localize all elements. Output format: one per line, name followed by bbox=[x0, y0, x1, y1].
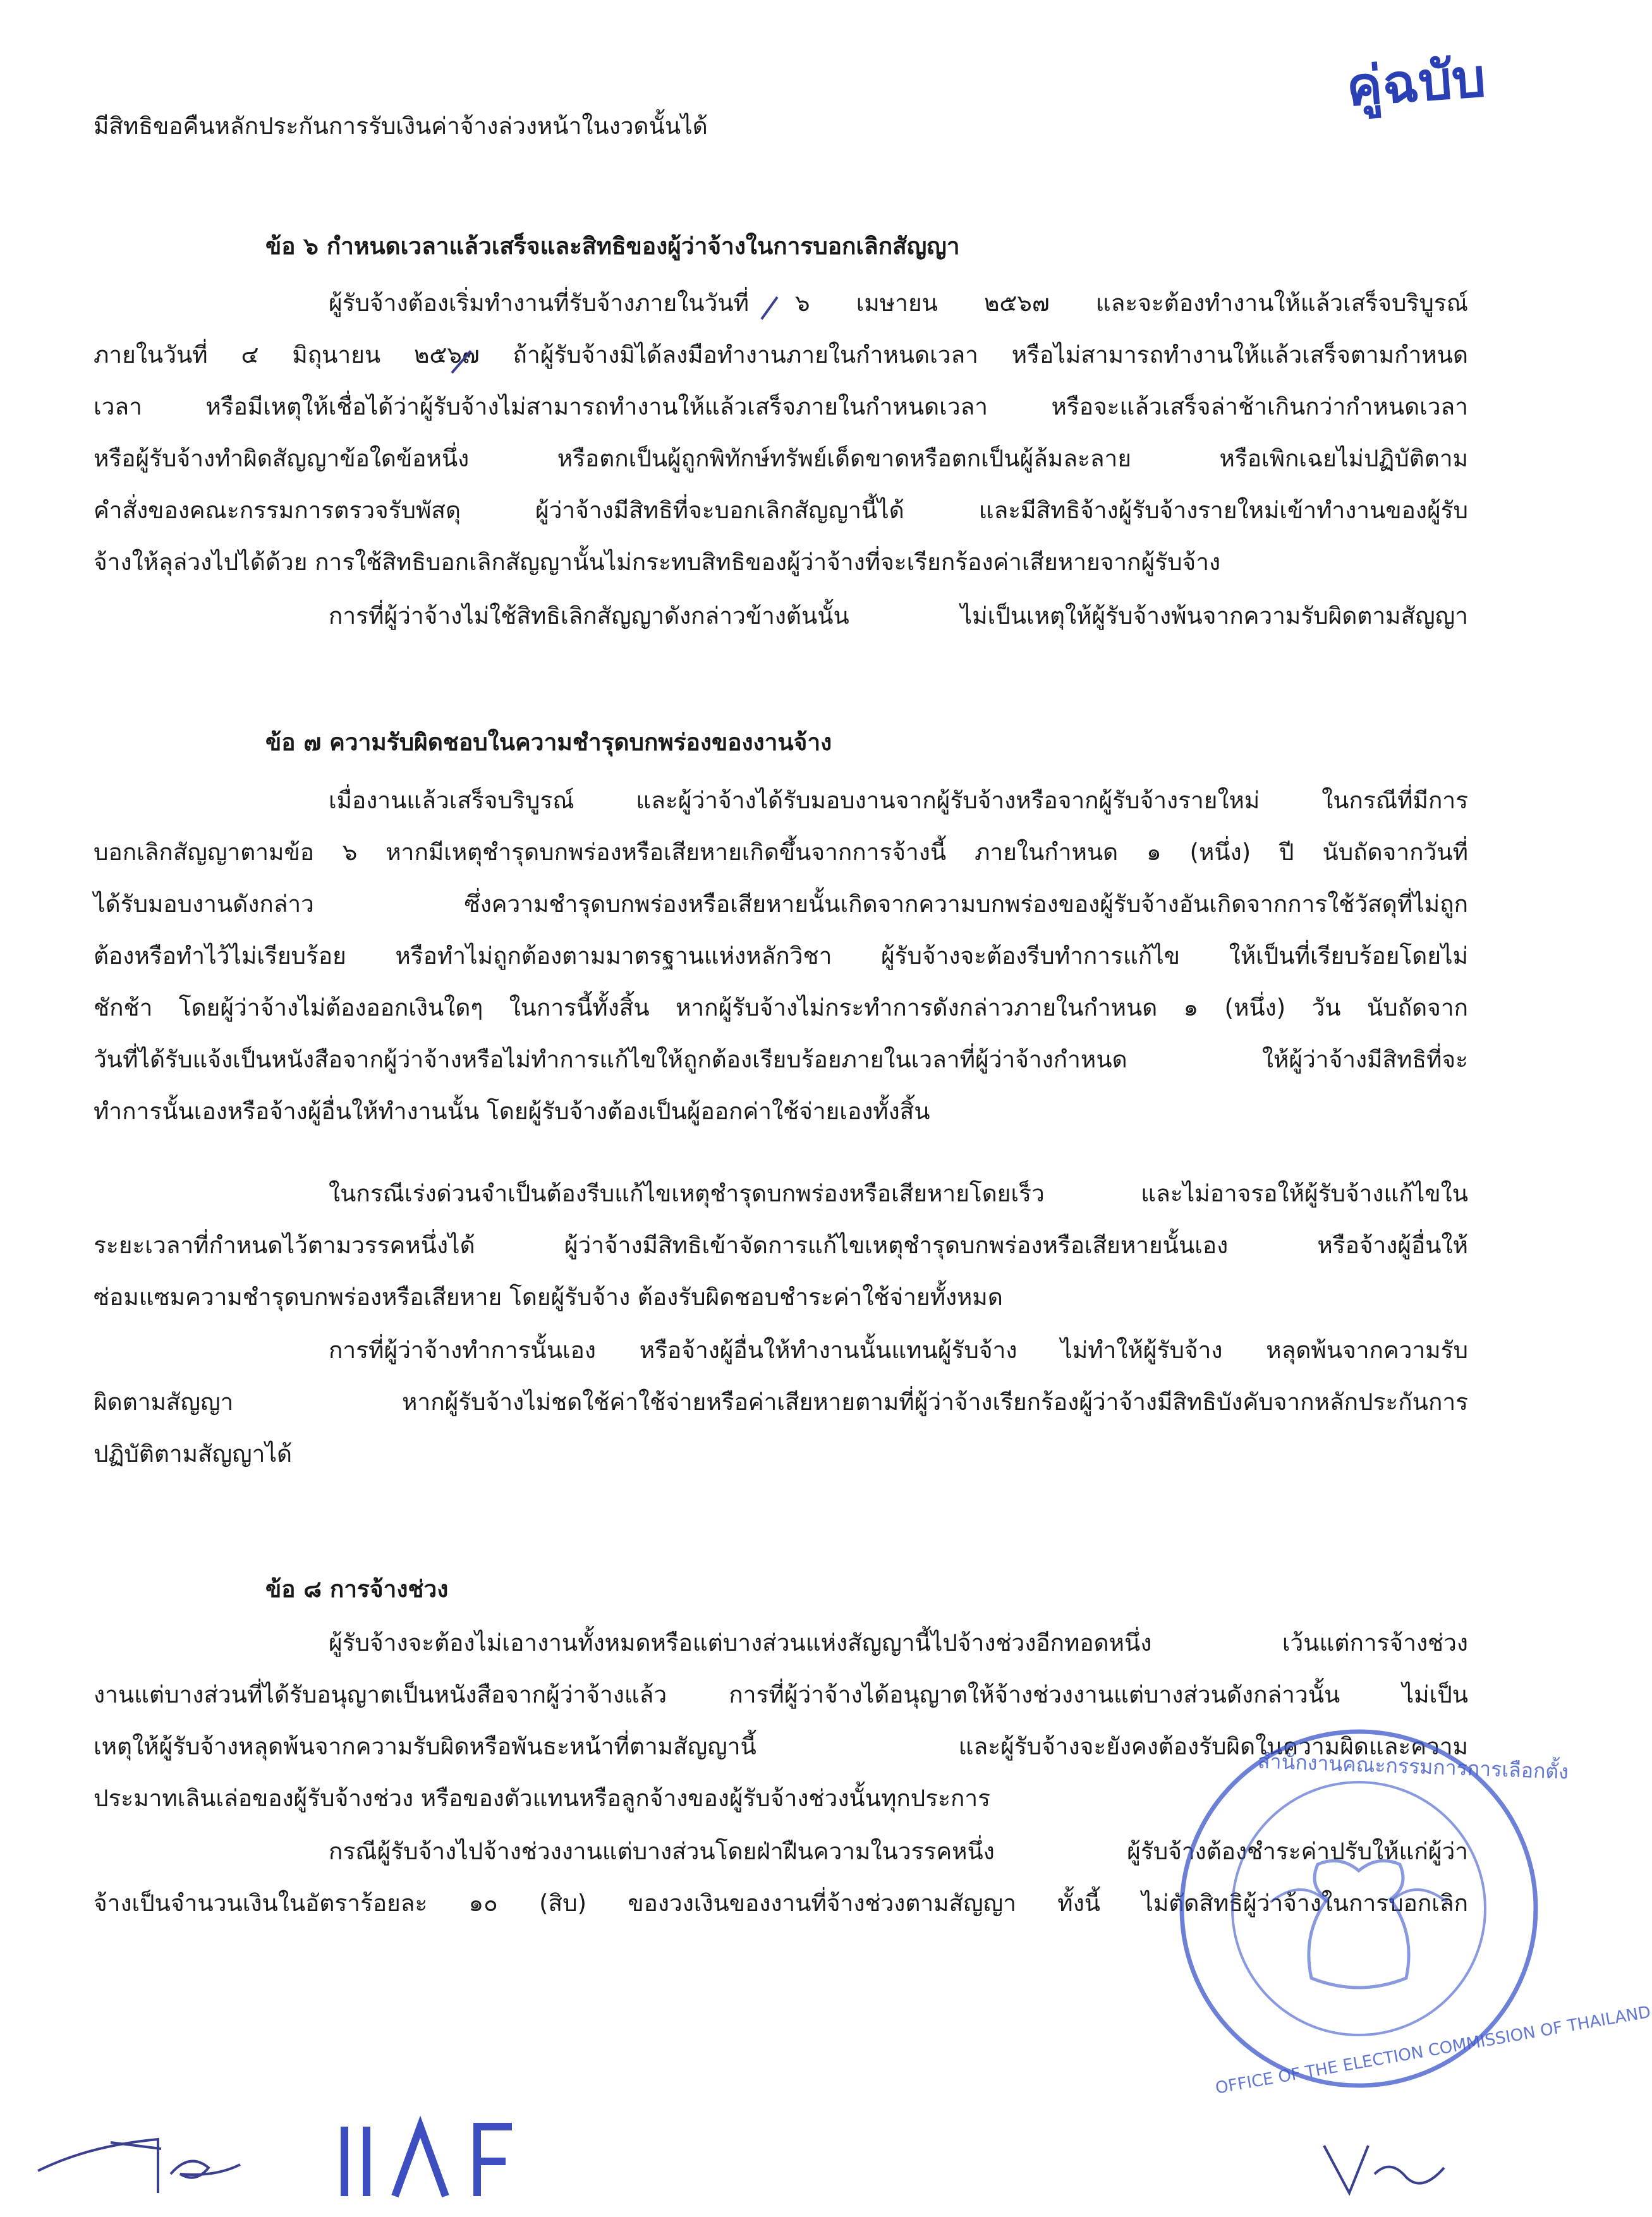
seal-english-text: OFFICE OF THE ELECTION COMMISSION OF THAILAND bbox=[1213, 2002, 1652, 2098]
section-7-line: ซ่อมแซมความชำรุดบกพร่องหรือเสียหาย โดยผู้รับจ้าง ต้องรับผิดชอบชำระค่าใช้จ่ายทั้งหมด bbox=[94, 1284, 1003, 1311]
section-8-line: เหตุให้ผู้รับจ้างหลุดพ้นจากความรับผิดหรือพันธะหน้าที่ตามสัญญานี้ และผู้รับจ้างจะยังคงต้องรับผิดในความผิดและความ bbox=[94, 1733, 1468, 1760]
section-6-heading: ข้อ ๖ กำหนดเวลาแล้วเสร็จและสิทธิของผู้ว่าจ้างในการบอกเลิกสัญญา bbox=[265, 233, 960, 260]
section-7-line: ได้รับมอบงานดังกล่าว ซึ่งความชำรุดบกพร่องหรือเสียหายนั้นเกิดจากความบกพร่องของผู้รับจ้างอันเกิดจากการใช้วัสดุที่ไม่ถูก bbox=[94, 890, 1468, 918]
correction-mark bbox=[762, 297, 777, 319]
section-7-line: ระยะเวลาที่กำหนดไว้ตามวรรคหนึ่งได้ ผู้ว่าจ้างมีสิทธิเข้าจัดการแก้ไขเหตุชำรุดบกพร่องหรือเสียหายนั้นเอง หรือจ้างผู้อื่นให้ bbox=[94, 1232, 1468, 1259]
copy-stamp: คู่ฉบับ bbox=[1344, 46, 1488, 118]
section-8-heading: ข้อ ๘ การจ้างช่วง bbox=[265, 1576, 449, 1603]
signature-seal bbox=[1324, 2146, 1444, 2193]
section-8-line: จ้างเป็นจำนวนเงินในอัตราร้อยละ ๑๐ (สิบ) ของวงเงินของงานที่จ้างช่วงตามสัญญา ทั้งนี้ ไม่ตัดสิทธิผู้ว่าจ้างในการบอกเลิก bbox=[94, 1890, 1468, 1917]
section-7-line: เมื่องานแล้วเสร็จบริบูรณ์ และผู้ว่าจ้างได้รับมอบงานจากผู้รับจ้างหรือจากผู้รับจ้างรายใหม่ ในกรณีที่มีการ bbox=[329, 787, 1468, 814]
section-6-line: จ้างให้ลุล่วงไปได้ด้วย การใช้สิทธิบอกเลิกสัญญานั้นไม่กระทบสิทธิของผู้ว่าจ้างที่จะเรียกร้องค่าเสียหายจากผู้รับจ้าง bbox=[94, 549, 1221, 576]
section-8-line: งานแต่บางส่วนที่ได้รับอนุญาตเป็นหนังสือจากผู้ว่าจ้างแล้ว การที่ผู้ว่าจ้างได้อนุญาตให้จ้างช่วงงานแต่บางส่วนดังกล่าวนั้น ไม่เป็น bbox=[94, 1681, 1468, 1708]
section-8-line: กรณีผู้รับจ้างไปจ้างช่วงงานแต่บางส่วนโดยฝ่าฝืนความในวรรคหนึ่ง ผู้รับจ้างต้องชำระค่าปรับให้แก่ผู้ว่า bbox=[329, 1838, 1468, 1865]
section-7-line: ในกรณีเร่งด่วนจำเป็นต้องรีบแก้ไขเหตุชำรุดบกพร่องหรือเสียหายโดยเร็ว และไม่อาจรอให้ผู้รับจ้างแก้ไขใน bbox=[329, 1180, 1468, 1207]
section-7-line: ชักช้า โดยผู้ว่าจ้างไม่ต้องออกเงินใดๆ ในการนี้ทั้งสิ้น หากผู้รับจ้างไม่กระทำการดังกล่าวภายในกำหนด ๑ (หนึ่ง) วัน นับถัดจาก bbox=[94, 994, 1468, 1021]
section-7-line: ต้องหรือทำไว้ไม่เรียบร้อย หรือทำไม่ถูกต้องตามมาตรฐานแห่งหลักวิชา ผู้รับจ้างจะต้องรีบทำการแก้ไข ให้เป็นที่เรียบร้อยโดยไม่ bbox=[94, 942, 1468, 969]
section-7-line: บอกเลิกสัญญาตามข้อ ๖ หากมีเหตุชำรุดบกพร่องหรือเสียหายเกิดขึ้นจากการจ้างนี้ ภายในกำหนด ๑ (หนึ่ง) ปี นับถัดจากวันที่ bbox=[94, 839, 1468, 866]
section-6-line: ผู้รับจ้างต้องเริ่มทำงานที่รับจ้างภายในวันที่ ๖ เมษายน ๒๕๖๗ และจะต้องทำงานให้แล้วเสร็จบริบูรณ์ bbox=[329, 289, 1468, 317]
section-7-line: การที่ผู้ว่าจ้างทำการนั้นเอง หรือจ้างผู้อื่นให้ทำงานนั้นแทนผู้รับจ้าง ไม่ทำให้ผู้รับจ้าง หลุดพ้นจากความรับ bbox=[329, 1337, 1468, 1364]
section-6-line: เวลา หรือมีเหตุให้เชื่อได้ว่าผู้รับจ้างไม่สามารถทำงานให้แล้วเสร็จภายในกำหนดเวลา หรือจะแล้วเสร็จล่าช้าเกินกว่ากำหนดเวลา bbox=[94, 393, 1468, 420]
section-7-line: ปฏิบัติตามสัญญาได้ bbox=[94, 1440, 293, 1467]
signature-left bbox=[38, 2139, 240, 2193]
section-7-line: ผิดตามสัญญา หากผู้รับจ้างไม่ชดใช้ค่าใช้จ่ายหรือค่าเสียหายตามที่ผู้ว่าจ้างเรียกร้องผู้ว่าจ้างมีสิทธิบังคับจากหลักประกันการ bbox=[94, 1388, 1468, 1416]
section-6-line: การที่ผู้ว่าจ้างไม่ใช้สิทธิเลิกสัญญาดังกล่าวข้างต้นนั้น ไม่เป็นเหตุให้ผู้รับจ้างพ้นจากความรับผิดตามสัญญา bbox=[329, 602, 1468, 629]
section-8-line: ผู้รับจ้างจะต้องไม่เอางานทั้งหมดหรือแต่บางส่วนแห่งสัญญานี้ไปจ้างช่วงอีกทอดหนึ่ง เว้นแต่การจ้างช่วง bbox=[329, 1629, 1468, 1656]
section-6-line: คำสั่งของคณะกรรมการตรวจรับพัสดุ ผู้ว่าจ้างมีสิทธิที่จะบอกเลิกสัญญานี้ได้ และมีสิทธิจ้างผู้รับจ้างรายใหม่เข้าทำงานของผู้รับ bbox=[94, 497, 1468, 524]
correction-mark bbox=[452, 351, 471, 373]
seal-thai-text: สำนักงานคณะกรรมการการเลือกตั้ง bbox=[1257, 1749, 1569, 1784]
section-6-line: ภายในวันที่ ๔ มิถุนายน ๒๕๖๗ ถ้าผู้รับจ้างมิได้ลงมือทำงานภายในกำหนดเวลา หรือไม่สามารถทำงานให้แล้วเสร็จตามกำหนด bbox=[94, 341, 1468, 368]
section-7-heading: ข้อ ๗ ความรับผิดชอบในความชำรุดบกพร่องของงานจ้าง bbox=[265, 729, 832, 756]
section-6-line: หรือผู้รับจ้างทำผิดสัญญาข้อใดข้อหนึ่ง หรือตกเป็นผู้ถูกพิทักษ์ทรัพย์เด็ดขาดหรือตกเป็นผู้ล้มละลาย หรือเพิกเฉยไม่ปฏิบัติตาม bbox=[94, 445, 1468, 472]
section-7-line: ทำการนั้นเองหรือจ้างผู้อื่นให้ทำงานนั้น โดยผู้รับจ้างต้องเป็นผู้ออกค่าใช้จ่ายเองทั้งสิ้น bbox=[94, 1098, 930, 1125]
initials-mark bbox=[344, 2127, 512, 2196]
section-7-line: วันที่ได้รับแจ้งเป็นหนังสือจากผู้ว่าจ้างหรือไม่ทำการแก้ไขให้ถูกต้องเรียบร้อยภายในเวลาที่ผู้ว่าจ้างกำหนด ให้ผู้ว่าจ้างมีสิทธิที่จะ bbox=[94, 1046, 1468, 1073]
section-8-line: ประมาทเลินเล่อของผู้รับจ้างช่วง หรือของตัวแทนหรือลูกจ้างของผู้รับจ้างช่วงนั้นทุกประการ bbox=[94, 1785, 991, 1812]
carry-over-line: มีสิทธิขอคืนหลักประกันการรับเงินค่าจ้างล่วงหน้าในงวดนั้นได้ bbox=[94, 112, 708, 140]
